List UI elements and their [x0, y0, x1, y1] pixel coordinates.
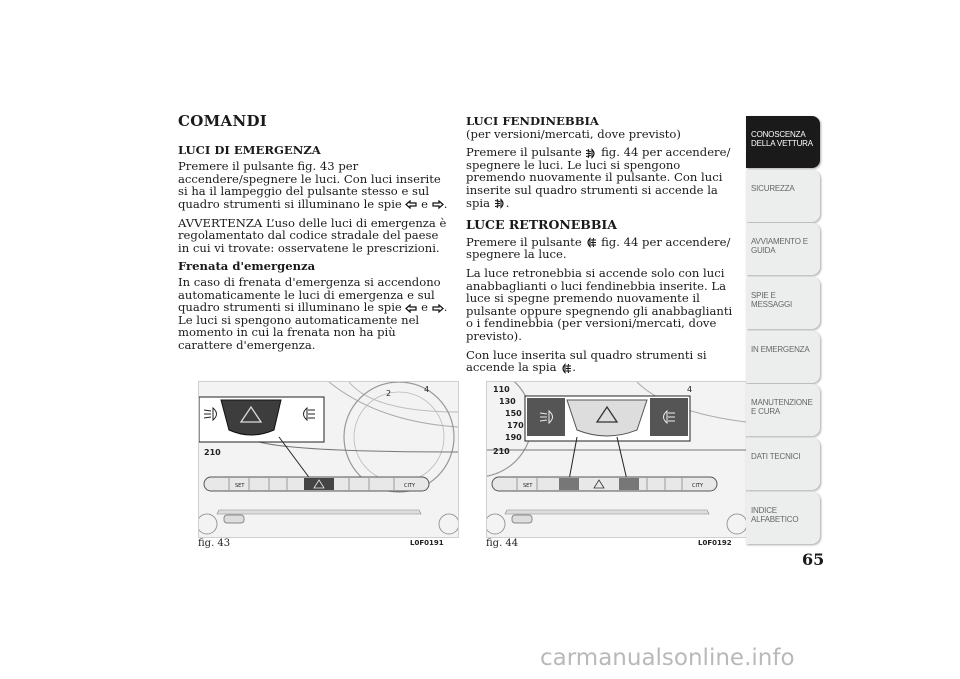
- right-column: [466, 115, 736, 380]
- gauge-label: 2: [386, 389, 392, 398]
- tab-dati-tecnici[interactable]: DATI TECNICI: [746, 438, 820, 490]
- button-label: SET: [235, 483, 245, 489]
- arrow-left-icon: [405, 304, 417, 313]
- fog-subheading: (per versioni/mercati, dove previsto): [466, 126, 681, 141]
- button-label: CITY: [692, 483, 704, 489]
- figure-44-caption: fig. 44: [486, 538, 519, 549]
- gauge-label: 110: [493, 385, 510, 394]
- button-label: SET: [523, 483, 533, 489]
- tab-manutenzione-e-cura[interactable]: MANUTENZIONE E CURA: [746, 384, 820, 436]
- emergency-paragraph: Premere il pulsante fig. 43 per accendere/spegnere le luci. Con luci inserite si ha il lampeggio del pulsante stesso e sul quadro strumenti si illuminano le spie e .: [178, 159, 448, 211]
- warning-paragraph: AVVERTENZA L’uso delle luci di emergenza è regolamentato dal codice stradale del paese in cui vi trovate: osservatene le prescrizioni.: [178, 215, 447, 255]
- gauge-label: 210: [204, 448, 221, 457]
- emergency-heading: LUCI DI EMERGENZA: [178, 142, 321, 157]
- rear-fog-heading: LUCE RETRONEBBIA: [466, 217, 617, 233]
- rear-fog-icon: [585, 237, 597, 248]
- button-label: CITY: [404, 483, 416, 489]
- gauge-label: 210: [493, 447, 510, 456]
- fog-heading: LUCI FENDINEBBIA: [466, 114, 599, 128]
- arrow-right-icon: [432, 304, 444, 313]
- rear-fog-paragraph: Premere il pulsante fig. 44 per accendere/ spegnere la luce.: [466, 234, 731, 262]
- tab-in-emergenza[interactable]: IN EMERGENZA: [746, 331, 820, 383]
- figure-44-code: L0F0192: [698, 539, 732, 547]
- rear-fog-icon: [560, 363, 572, 374]
- fog-paragraph: Premere il pulsante fig. 44 per accendere/ spegnere le luci. Le luci si spengono premendo nuovamente il pulsante. Con luci inserite sul quadro strumenti si accende la spia .: [466, 145, 731, 210]
- arrow-right-icon: [432, 200, 444, 209]
- braking-heading: Frenata d'emergenza: [178, 259, 316, 274]
- figure-44: [486, 381, 747, 538]
- rear-fog-paragraph-3: Con luce inserita sul quadro strumenti si accende la spia .: [466, 347, 707, 375]
- arrow-left-icon: [405, 200, 417, 209]
- section-title: COMANDI: [178, 112, 268, 130]
- gauge-label: 130: [499, 397, 516, 406]
- tab-indice-alfabetico[interactable]: INDICE ALFABETICO: [746, 492, 820, 544]
- figure-43-code: L0F0191: [410, 539, 444, 547]
- figure-43: [198, 381, 459, 538]
- dashboard-illustration: [199, 382, 458, 537]
- tab-avviamento-e-guida[interactable]: AVVIAMENTO E GUIDA: [746, 223, 820, 275]
- figure-43-caption: fig. 43: [198, 538, 231, 549]
- left-column: [178, 112, 450, 358]
- braking-paragraph: In caso di frenata d'emergenza si accendono automaticamente le luci di emergenza e sul quadro strumenti si illuminano le spie e . Le luci si spengono automaticamente nel momento in cui la frenata non ha più carattere d'emergenza.: [178, 274, 448, 352]
- chapter-tabs: [746, 116, 820, 546]
- watermark-text[interactable]: carmanualsonline.info: [540, 645, 795, 671]
- page-number: 65: [802, 550, 825, 569]
- gauge-label: 190: [505, 433, 522, 442]
- tab-conoscenza-della-vettura[interactable]: CONOSCENZA DELLA VETTURA: [746, 116, 820, 168]
- dashboard-illustration: [487, 382, 746, 537]
- tab-sicurezza[interactable]: SICUREZZA: [746, 170, 820, 222]
- tab-spie-e-messaggi[interactable]: SPIE E MESSAGGI: [746, 277, 820, 329]
- rear-fog-paragraph-2: La luce retronebbia si accende solo con luci anabbaglianti o luci fendinebbia inserite. La luce si spegne premendo nuovamente il pulsante oppure spegnendo gli anabbaglianti o i fendinebbia (per versioni/mercati, dove previsto).: [466, 265, 733, 343]
- gauge-label: 4: [424, 385, 430, 394]
- front-fog-icon: [494, 198, 506, 209]
- gauge-label: 170: [507, 421, 524, 430]
- gauge-label: 150: [505, 409, 522, 418]
- gauge-label: 4: [687, 385, 693, 394]
